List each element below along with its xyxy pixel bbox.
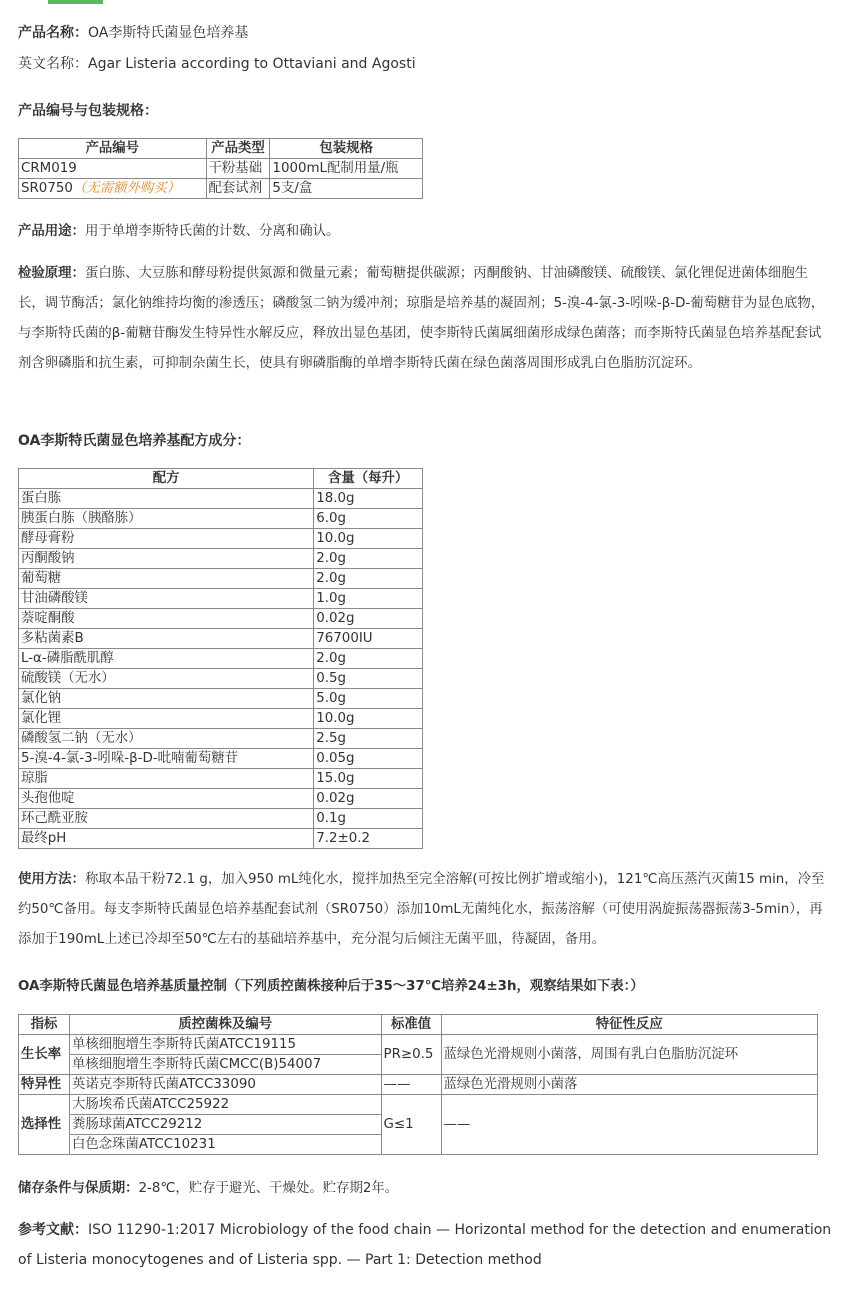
formula-header-cell: 配方 — [19, 469, 314, 489]
ingredient: 最终pH — [19, 829, 314, 849]
ingredient: 蛋白胨 — [19, 489, 314, 509]
table-row — [19, 1075, 818, 1095]
ingredient: 酵母膏粉 — [19, 529, 314, 549]
qc-heading-bold: OA李斯特氏菌显色培养基质量控制 — [18, 979, 227, 994]
characteristic-reaction: —— — [441, 1095, 818, 1155]
amount: 2.0g — [314, 549, 423, 569]
table-row — [19, 749, 423, 769]
table-row — [19, 769, 423, 789]
english-name-label: 英文名称： — [18, 56, 88, 72]
table-row — [19, 1095, 818, 1115]
amount: 6.0g — [314, 509, 423, 529]
package-spec: 1000mL配制用量/瓶 — [270, 159, 423, 179]
qc-header-cell: 特征性反应 — [441, 1015, 818, 1035]
ingredient: 5-溴-4-氯-3-吲哚-β-D-吡喃葡萄糖苷 — [19, 749, 314, 769]
ingredient: 萘啶酮酸 — [19, 609, 314, 629]
qc-header-row — [19, 1015, 818, 1035]
usage-label: 产品用途： — [18, 224, 85, 239]
table-row — [19, 709, 423, 729]
product-type: 干粉基础 — [206, 159, 270, 179]
packaging-heading: 产品编号与包装规格： — [18, 103, 158, 119]
storage-line — [18, 1177, 398, 1196]
amount: 0.02g — [314, 789, 423, 809]
ingredient: 琼脂 — [19, 769, 314, 789]
characteristic-reaction: 蓝绿色光滑规则小菌落，周围有乳白色脂肪沉淀环 — [441, 1035, 818, 1075]
ingredient: 胰蛋白胨（胰酪胨） — [19, 509, 314, 529]
method-text: 称取本品干粉72.1 g，加入950 mL纯化水，搅拌加热至完全溶解(可按比例扩增或缩小)，121℃高压蒸汽灭菌15 min，冷至约50℃备用。每支李斯特氏菌显色培养基配套试剂（SR0750）添加10mL无菌纯化水，振荡溶解（可使用涡旋振荡器振荡3-5min），再添加于190mL上述已冷却至50℃左右的基础培养基中，充分混匀后倾注无菌平皿，待凝固，备用。 — [18, 872, 825, 947]
product-type: 配套试剂 — [206, 179, 270, 199]
formula-header-row — [19, 469, 423, 489]
standard-value: PR≥0.5 — [381, 1035, 441, 1075]
formula-header-cell: 含量（每升） — [314, 469, 423, 489]
amount: 15.0g — [314, 769, 423, 789]
qc-header-cell: 指标 — [19, 1015, 70, 1035]
amount: 7.2±0.2 — [314, 829, 423, 849]
qc-heading — [18, 975, 644, 994]
ingredient: 磷酸氢二钠（无水） — [19, 729, 314, 749]
qc-header-cell: 质控菌株及编号 — [69, 1015, 381, 1035]
top-accent-bar — [48, 0, 103, 4]
english-name-value: Agar Listeria according to Ottaviani and Agosti — [88, 56, 416, 72]
reference-paragraph — [18, 1215, 833, 1275]
amount: 5.0g — [314, 689, 423, 709]
table-row — [19, 549, 423, 569]
packaging-header-row — [19, 139, 423, 159]
ingredient: 甘油磷酸镁 — [19, 589, 314, 609]
table-row — [19, 569, 423, 589]
ingredient: 葡萄糖 — [19, 569, 314, 589]
table-row — [19, 589, 423, 609]
table-row — [19, 669, 423, 689]
standard-value: G≤1 — [381, 1095, 441, 1155]
principle-paragraph — [18, 259, 833, 379]
packaging-header-cell: 产品类型 — [206, 139, 270, 159]
usage-line — [18, 220, 339, 239]
amount: 18.0g — [314, 489, 423, 509]
method-paragraph — [18, 865, 833, 955]
amount: 1.0g — [314, 589, 423, 609]
package-spec: 5支/盒 — [270, 179, 423, 199]
ingredient: 环己酰亚胺 — [19, 809, 314, 829]
amount: 2.0g — [314, 569, 423, 589]
ingredient: 硫酸镁（无水） — [19, 669, 314, 689]
qc-strain: 白色念珠菌ATCC10231 — [69, 1135, 381, 1155]
storage-text: 2-8℃，贮存于避光、干燥处。贮存期2年。 — [138, 1181, 399, 1196]
english-name-line — [18, 53, 416, 73]
product-name-value: OA李斯特氏菌显色培养基 — [88, 25, 249, 41]
amount: 76700IU — [314, 629, 423, 649]
qc-strain: 大肠埃希氏菌ATCC25922 — [69, 1095, 381, 1115]
table-row — [19, 809, 423, 829]
method-label: 使用方法： — [18, 872, 85, 887]
qc-table — [18, 1014, 818, 1155]
amount: 2.0g — [314, 649, 423, 669]
table-row — [19, 689, 423, 709]
indicator-growth: 生长率 — [19, 1035, 70, 1075]
table-row — [19, 789, 423, 809]
indicator-specificity: 特异性 — [19, 1075, 70, 1095]
qc-strain: 单核细胞增生李斯特氏菌ATCC19115 — [69, 1035, 381, 1055]
amount: 0.1g — [314, 809, 423, 829]
ingredient: 氯化钠 — [19, 689, 314, 709]
packaging-header-cell: 包装规格 — [270, 139, 423, 159]
table-row — [19, 629, 423, 649]
reference-text: ISO 11290-1:2017 Microbiology of the food chain — Horizontal method for the detection and enumeration of Listeria monocytogenes and of Listeria spp. — Part 1: Detection method — [18, 1222, 832, 1268]
product-name-label: 产品名称： — [18, 25, 88, 41]
product-name-line — [18, 22, 248, 42]
amount: 0.02g — [314, 609, 423, 629]
standard-value: —— — [381, 1075, 441, 1095]
principle-text: 蛋白胨、大豆胨和酵母粉提供氮源和微量元素；葡萄糖提供碳源；丙酮酸钠、甘油磷酸镁、硫酸镁、氯化锂促进菌体细胞生长，调节酶活；氯化钠维持均衡的渗透压；磷酸氢二钠为缓冲剂；琼脂是培养基的凝固剂；5-溴-4-氯-3-吲哚-β-D-葡萄糖苷为显色底物，与李斯特氏菌的β-葡糖苷酶发生特异性水解反应，释放出显色基团，使李斯特氏菌属细菌形成绿色菌落；而李斯特氏菌显色培养基配套试剂含卵磷脂和抗生素，可抑制杂菌生长，使具有卵磷脂酶的单增李斯特氏菌在绿色菌落周围形成乳白色脂肪沉淀环。 — [18, 266, 825, 371]
ingredient: 氯化锂 — [19, 709, 314, 729]
usage-text: 用于单增李斯特氏菌的计数、分离和确认。 — [84, 224, 340, 239]
qc-header-cell: 标准值 — [381, 1015, 441, 1035]
table-row — [19, 489, 423, 509]
table-row — [19, 1035, 818, 1055]
amount: 10.0g — [314, 709, 423, 729]
ingredient: 丙酮酸钠 — [19, 549, 314, 569]
no-extra-purchase-note: （无需额外购买） — [72, 181, 181, 196]
formula-heading: OA李斯特氏菌显色培养基配方成分： — [18, 433, 251, 449]
ingredient: 多粘菌素B — [19, 629, 314, 649]
qc-heading-rest: （下列质控菌株接种后于35～37℃培养24±3h，观察结果如下表：） — [226, 979, 644, 994]
ingredient: 头孢他啶 — [19, 789, 314, 809]
ingredient: L-α-磷脂酰肌醇 — [19, 649, 314, 669]
table-row — [19, 529, 423, 549]
amount: 0.5g — [314, 669, 423, 689]
indicator-selectivity: 选择性 — [19, 1095, 70, 1155]
amount: 10.0g — [314, 529, 423, 549]
amount: 2.5g — [314, 729, 423, 749]
product-code: SR0750（无需额外购买） — [19, 179, 207, 199]
table-row — [19, 179, 423, 199]
characteristic-reaction: 蓝绿色光滑规则小菌落 — [441, 1075, 818, 1095]
table-row — [19, 649, 423, 669]
table-row — [19, 609, 423, 629]
qc-strain: 英诺克李斯特氏菌ATCC33090 — [69, 1075, 381, 1095]
qc-strain: 单核细胞增生李斯特氏菌CMCC(B)54007 — [69, 1055, 381, 1075]
table-row — [19, 159, 423, 179]
storage-label: 储存条件与保质期： — [18, 1181, 139, 1196]
table-row — [19, 829, 423, 849]
formula-table — [18, 468, 423, 849]
qc-strain: 粪肠球菌ATCC29212 — [69, 1115, 381, 1135]
principle-label: 检验原理： — [18, 266, 85, 281]
reference-label: 参考文献： — [18, 1222, 88, 1238]
table-row — [19, 509, 423, 529]
packaging-header-cell: 产品编号 — [19, 139, 207, 159]
amount: 0.05g — [314, 749, 423, 769]
packaging-table — [18, 138, 423, 199]
table-row — [19, 729, 423, 749]
product-code: CRM019 — [19, 159, 207, 179]
